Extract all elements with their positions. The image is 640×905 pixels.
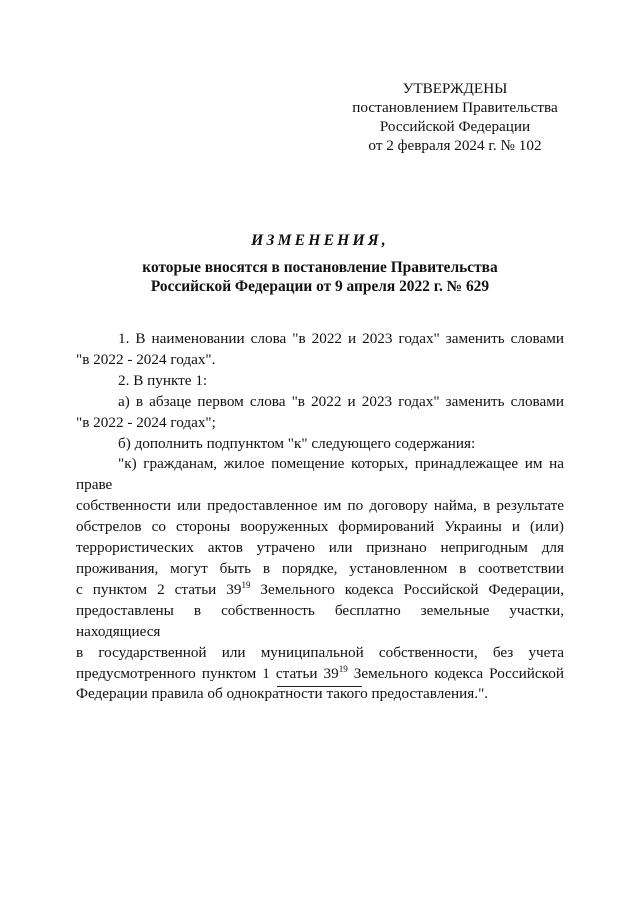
subtitle-line-2: Российской Федерации от 9 апреля 2022 г. № 629 [150,278,490,295]
body-line: 2. В пункте 1: [118,371,208,389]
body-line: предоставлены в собственность бесплатно земельные участки, находящиеся [76,601,564,640]
superscript: 19 [338,663,348,674]
body-line: 1. В наименовании слова "в 2022 и 2023 годах" заменить словами [118,330,564,347]
body-line: "в 2022 - 2024 годах". [76,350,216,368]
end-divider [277,686,362,687]
approval-date-number: от 2 февраля 2024 г. № 102 [368,137,542,154]
subtitle-line-1: которые вносятся в постановление Правительства [142,259,498,276]
body-line: проживания, могут быть в порядке, установленном в соответствии [76,559,564,577]
body-line: б) дополнить подпунктом "к" следующего содержания: [118,434,476,452]
body-line: а) в абзаце первом слова "в 2022 и 2023 годах" заменить словами [118,392,564,410]
body-line: террористических актов утрачено или признано непригодным для [76,539,564,557]
document-subtitle [0,258,640,296]
body-line [76,580,564,601]
approval-line-2: постановлением Правительства [352,99,558,116]
body-line: обстрелов со стороны вооруженных формирований Украины и (или) [76,518,564,536]
body-line: собственности или предоставленное им по договору найма, в результате [76,497,564,515]
body-text: Земельного кодекса Российской [347,664,564,682]
body-line [76,664,564,685]
body-line: Федерации правила об однократности такого предоставления.". [76,685,489,703]
document-body [76,329,564,705]
body-line: "к) гражданам, жилое помещение которых, принадлежащее им на праве [76,455,564,494]
body-line: "в 2022 - 2024 годах"; [76,413,216,431]
body-text: предусмотренного пунктом 1 статьи 39 [76,664,339,682]
body-text: Земельного кодекса Российской Федерации, [250,580,564,598]
superscript: 19 [241,579,251,590]
body-text: с пунктом 2 статьи 39 [76,580,242,598]
approval-block [335,79,575,155]
body-line: в государственной или муниципальной собственности, без учета [76,643,564,661]
document-title: ИЗМЕНЕНИЯ, [251,232,389,249]
approval-heading: УТВЕРЖДЕНЫ [402,80,508,97]
approval-line-3: Российской Федерации [379,118,531,135]
